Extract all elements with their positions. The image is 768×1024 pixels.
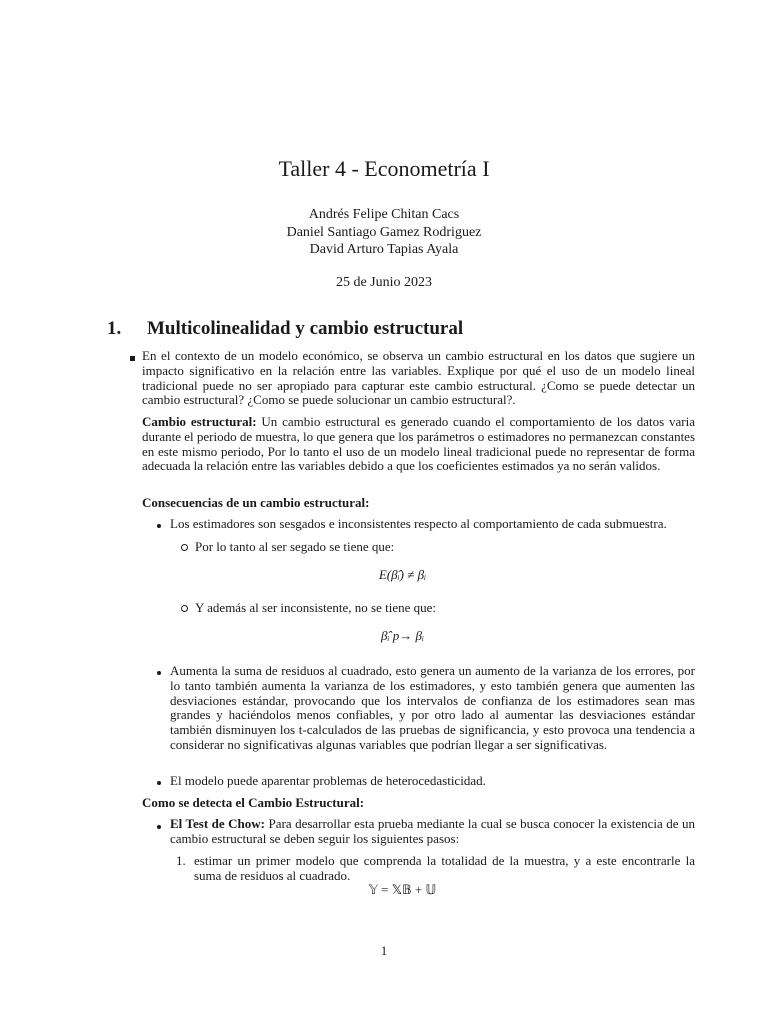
sub-item-sesgo: Por lo tanto al ser segado se tiene que: [195,539,395,554]
section-heading [107,318,463,340]
consecuencia-item-3: El modelo puede aparentar problemas de heterocedasticidad. [170,773,486,788]
author-1: Andrés Felipe Chitan Cacs [308,207,460,222]
bullet-dot-icon [157,524,161,528]
bullet-dot-icon [157,671,161,675]
section-number: 1. [107,318,122,339]
equation-expectation: E(β̂ᵢ) ≠ βᵢ [378,567,427,582]
bullet-dot-icon [157,825,161,829]
chow-test-paragraph [170,817,695,847]
page-number: 1 [380,943,388,958]
circle-bullet-icon [181,544,188,551]
document-date: 25 de Junio 2023 [335,275,433,290]
consecuencia-item-2: Aumenta la suma de residuos al cuadrado, esto genera un aumento de la varianza de los errores, por lo tanto también aumenta la varianza de los estimadores, y esto también genera que aumenten las desviaciones estándar, provocando que los intervalos de confianza de los estimadores sean mas grandes y haciéndolos menos confiables, y por otro lado al aumentar las desviaciones estándar también disminuyen los t-calculados de las pruebas de significancia, y esto provoca una tendencia a considerar no significativas algunas variables que podrían llegar a ser significativas. [170,663,695,752]
document-title: Taller 4 - Econometría I [278,156,490,181]
chow-step-1: estimar un primer modelo que comprenda la totalidad de la muestra, y a este encontrarle la suma de residuos al cuadrado. [194,853,695,883]
circle-bullet-icon [181,605,188,612]
question-paragraph: En el contexto de un modelo económico, se observa un cambio estructural en los datos que sugiere un impacto significativo en la relación entre las variables. Explique por qué el uso de un modelo lineal tradicional puede no ser apropiado para capturar este cambio estructural. ¿Como se puede detectar un cambio estructural? ¿Como se puede solucionar un cambio estructural?. [142,348,695,408]
deteccion-heading: Como se detecta el Cambio Estructural: [142,795,365,810]
bullet-dot-icon [157,781,161,785]
cambio-estructural-text: Un cambio estructural es generado cuando el comportamiento de los datos varia durante el periodo de muestra, lo que genera que los parámetros o estimadores no permanezcan constantes en este mismo periodo, Por lo tanto el uso de un modelo lineal tradicional puede no representar de forma adecuada la relación entre las variables debido a que los coeficientes estimados ya no serán validos. [142,414,696,474]
author-3: David Arturo Tapias Ayala [309,242,459,257]
consecuencias-heading: Consecuencias de un cambio estructural: [142,495,370,510]
author-list [0,206,768,259]
consecuencia-item-1: Los estimadores son sesgados e inconsistentes respecto al comportamiento de cada submuestra. [170,516,667,531]
chow-test-text: Para desarrollar esta prueba mediante la cual se busca conocer la existencia de un cambio estructural se deben seguir los siguientes pasos: [170,816,695,846]
step-number: 1. [176,853,186,868]
author-2: Daniel Santiago Gamez Rodriguez [286,224,482,240]
cambio-estructural-paragraph [142,415,695,474]
chow-test-label: El Test de Chow: [170,816,265,831]
sub-item-inconsistencia: Y además al ser inconsistente, no se tiene que: [195,600,437,615]
equation-model: 𝕐 = 𝕏𝔹 + 𝕌 [368,882,437,897]
square-bullet-icon [130,356,135,361]
section-title: Multicolinealidad y cambio estructural [147,318,464,339]
equation-convergence: β̂ᵢ p→ βᵢ [380,628,425,643]
cambio-estructural-label: Cambio estructural: [142,414,257,429]
